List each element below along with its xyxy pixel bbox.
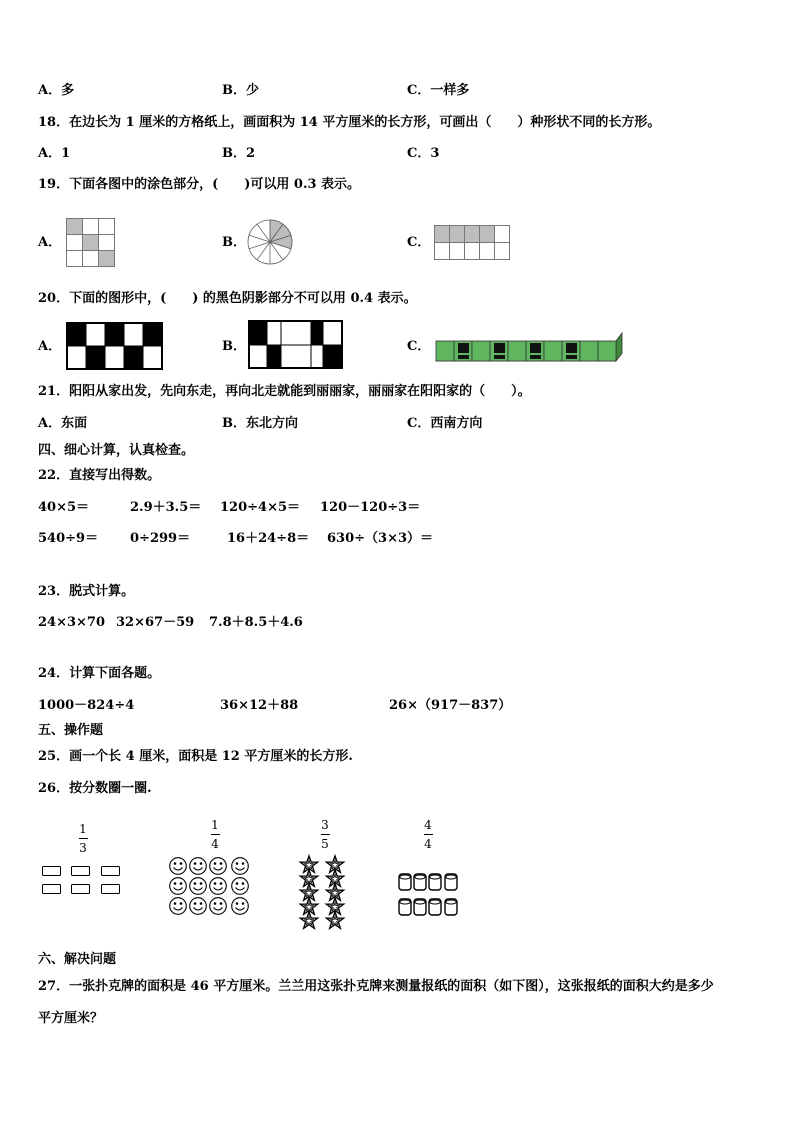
- fraction-denominator: 4: [424, 837, 432, 851]
- q26-cylinders-group: [397, 870, 463, 920]
- fraction-denominator: 4: [211, 837, 219, 851]
- q22-item-4: 120－120÷3＝: [320, 500, 421, 515]
- q23-stem: 23．脱式计算。: [38, 584, 135, 599]
- q26-smiley-faces-group: [168, 856, 252, 916]
- q24-item-2: 36×12＋88: [220, 698, 299, 713]
- q21-option-b[interactable]: B．东北方向: [222, 416, 298, 431]
- q22-item-6: 0÷299＝: [130, 531, 191, 546]
- section-4-heading: 四、细心计算，认真检查。: [38, 443, 195, 458]
- q24-item-3: 26×（917－837）: [389, 698, 512, 713]
- q21-option-c[interactable]: C．西南方向: [407, 416, 483, 431]
- q26-fraction-3: [315, 818, 335, 851]
- q18-option-b[interactable]: B．2: [222, 146, 256, 161]
- q24-item-1: 1000－824÷4: [38, 698, 135, 713]
- fraction-numerator: 3: [321, 818, 329, 832]
- q20-stem: 20．下面的图形中，( ) 的黑色阴影部分不可以用 0.4 表示。: [38, 291, 417, 306]
- q19-figure-a-grid: [66, 218, 116, 268]
- q19-label-b[interactable]: B．: [222, 235, 246, 250]
- fraction-denominator: 5: [321, 837, 329, 851]
- q26-fraction-1: [73, 822, 93, 855]
- section-5-heading: 五、操作题: [38, 723, 104, 738]
- q20-figure-a: [66, 322, 164, 370]
- fraction-numerator: 4: [424, 818, 432, 832]
- q18-stem: 18．在边长为 1 厘米的方格纸上，画面积为 14 平方厘米的长方形，可画出（ ）种形状不同的长方形。: [38, 115, 661, 130]
- q20-figure-c-cubes: [434, 328, 624, 362]
- q26-fraction-2: [205, 818, 225, 851]
- q22-item-1: 40×5＝: [38, 500, 90, 515]
- q22-item-3: 120÷4×5＝: [220, 500, 301, 515]
- q18-option-c[interactable]: C．3: [407, 146, 440, 161]
- section-6-heading: 六、解决问题: [38, 952, 117, 967]
- q17-option-a[interactable]: A．多: [38, 83, 75, 98]
- q19-stem: 19．下面各图中的涂色部分，( )可以用 0.3 表示。: [38, 177, 361, 192]
- q21-stem: 21．阳阳从家出发，先向东走，再向北走就能到丽丽家，丽丽家在阳阳家的（ ）。: [38, 384, 531, 399]
- q27-stem-line1: 27．一张扑克牌的面积是 46 平方厘米。兰兰用这张扑克牌来测量报纸的面积（如下图），这张报纸的面积大约是多少: [38, 979, 714, 994]
- q26-fraction-4: [418, 818, 438, 851]
- q22-item-8: 630÷（3×3）＝: [327, 531, 434, 546]
- fraction-denominator: 3: [79, 841, 87, 855]
- q19-figure-b-circle: [246, 218, 294, 266]
- q17-option-b[interactable]: B．少: [222, 83, 259, 98]
- q22-item-2: 2.9＋3.5＝: [130, 500, 202, 515]
- q22-item-7: 16＋24÷8＝: [227, 531, 310, 546]
- q20-figure-b: [248, 320, 344, 370]
- q26-rectangles-group: [42, 866, 122, 896]
- q22-stem: 22．直接写出得数。: [38, 468, 161, 483]
- fraction-numerator: 1: [211, 818, 219, 832]
- q20-label-b[interactable]: B．: [222, 339, 246, 354]
- q26-stem: 26．按分数圈一圈.: [38, 781, 152, 796]
- q25-stem: 25．画一个长 4 厘米，面积是 12 平方厘米的长方形.: [38, 749, 353, 764]
- q18-option-a[interactable]: A．1: [38, 146, 71, 161]
- q23-item-1: 24×3×70: [38, 615, 106, 630]
- q17-option-c[interactable]: C．一样多: [407, 83, 470, 98]
- q19-label-c[interactable]: C．: [407, 235, 431, 250]
- fraction-numerator: 1: [79, 822, 87, 836]
- q19-label-a[interactable]: A．: [38, 235, 62, 250]
- q23-item-2: 32×67－59: [116, 615, 195, 630]
- q27-stem-line2: 平方厘米？: [38, 1011, 104, 1026]
- q24-stem: 24．计算下面各题。: [38, 666, 161, 681]
- q23-item-3: 7.8＋8.5＋4.6: [209, 615, 303, 630]
- q21-option-a[interactable]: A．东面: [38, 416, 88, 431]
- q20-label-a[interactable]: A．: [38, 339, 62, 354]
- q19-figure-c-strip: [434, 225, 512, 261]
- q26-stars-group: [296, 855, 350, 931]
- q20-label-c[interactable]: C．: [407, 339, 431, 354]
- q22-item-5: 540÷9＝: [38, 531, 99, 546]
